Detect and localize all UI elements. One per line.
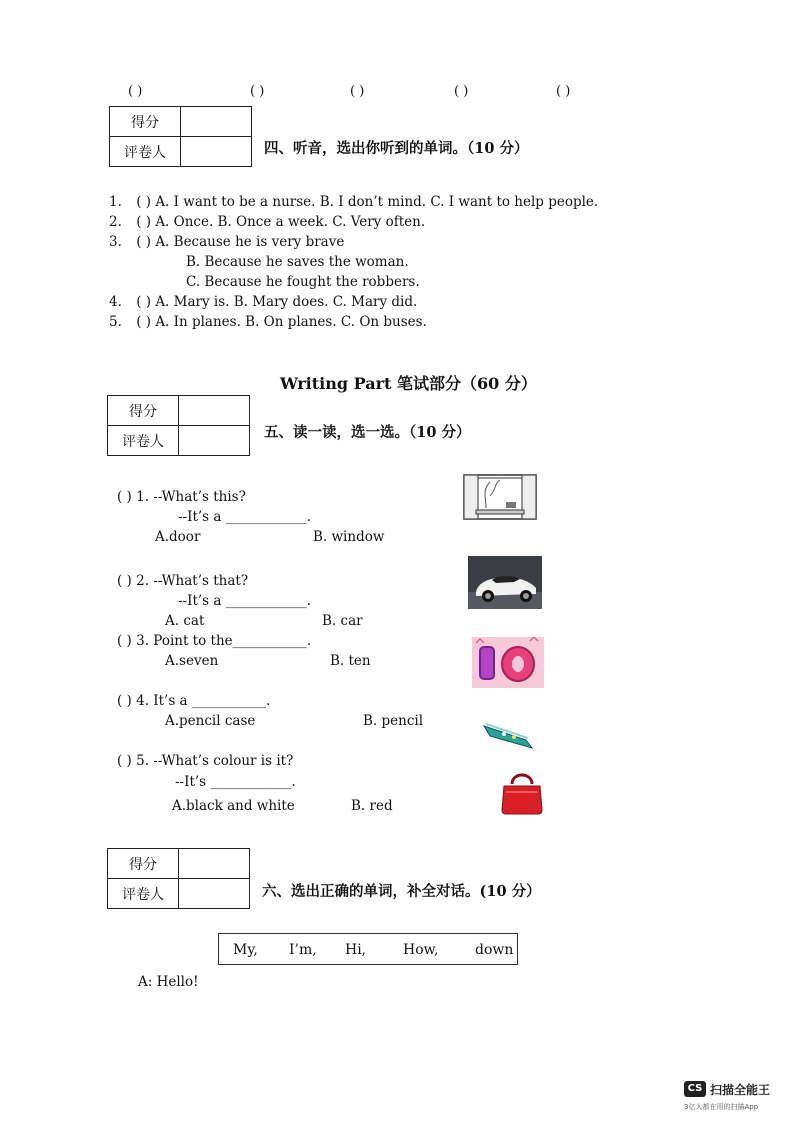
grader-label: 评卷人: [110, 137, 181, 167]
question-options: A. In planes. B. On planes. C. On buses.: [155, 314, 427, 330]
reading-question-1: ( ) 1. --What’s this?: [117, 489, 246, 505]
scanner-tagline: 3亿人都在用的扫描App: [684, 1103, 759, 1111]
answer-bracket[interactable]: ( ): [556, 84, 571, 99]
question-number: 5.: [109, 314, 122, 330]
question-number: 3.: [109, 234, 122, 250]
answer-bracket[interactable]: ( ): [250, 84, 265, 99]
reading-question-2-blank[interactable]: --It’s a ____________.: [178, 593, 312, 609]
score-box-section5: [107, 395, 250, 456]
option-a: A.pencil case: [165, 713, 256, 729]
scanner-app-name: 扫描全能王: [710, 1083, 771, 1097]
listening-question-1: [109, 194, 598, 210]
question-options: A. Because he is very brave: [155, 234, 345, 250]
writing-part-heading: Writing Part 笔试部分（60 分）: [280, 374, 537, 393]
question-options: A. Mary is. B. Mary does. C. Mary did.: [155, 294, 418, 310]
answer-bracket[interactable]: ( ): [136, 214, 152, 230]
question-3-option-c: C. Because he fought the robbers.: [186, 274, 420, 290]
answer-bracket[interactable]: ( ): [136, 194, 152, 210]
window-picture: [462, 472, 538, 522]
answer-bracket[interactable]: ( ): [128, 84, 143, 99]
question-number: 2.: [109, 214, 122, 230]
number-ten-picture: [472, 637, 544, 688]
grader-cell[interactable]: [179, 879, 250, 909]
score-cell[interactable]: [179, 396, 250, 426]
grader-cell[interactable]: [181, 137, 252, 167]
option-a: A.black and white: [172, 798, 295, 814]
option-a: A. cat: [165, 613, 205, 629]
score-label: 得分: [110, 107, 181, 137]
word-bank-item: How,: [403, 942, 439, 958]
score-box-section4: [109, 106, 252, 167]
section5-title: 五、读一读，选一选。（10 分）: [264, 424, 471, 441]
dialog-line-a: A: Hello!: [138, 974, 199, 990]
question-options: A. I want to be a nurse. B. I don’t mind. C. I want to help people.: [155, 194, 599, 210]
scanner-logo-icon: CS: [684, 1081, 706, 1097]
score-cell[interactable]: [179, 849, 250, 879]
score-cell[interactable]: [181, 107, 252, 137]
section6-title: 六、选出正确的单词，补全对话。(10 分）: [262, 883, 541, 900]
answer-bracket[interactable]: ( ): [136, 294, 152, 310]
question-3-option-b: B. Because he saves the woman.: [186, 254, 409, 270]
grader-cell[interactable]: [179, 426, 250, 456]
listening-question-4: [109, 294, 417, 310]
question-number: 4.: [109, 294, 122, 310]
option-b: B. car: [322, 613, 363, 629]
reading-question-3: ( ) 3. Point to the___________.: [117, 633, 312, 649]
reading-question-4: ( ) 4. It’s a ___________.: [117, 693, 271, 709]
word-bank-item: I’m,: [289, 942, 317, 958]
listening-question-2: [109, 214, 425, 230]
listening-question-5: [109, 314, 427, 330]
car-picture: [468, 556, 542, 609]
grader-label: 评卷人: [108, 426, 179, 456]
question-options: A. Once. B. Once a week. C. Very often.: [155, 214, 426, 230]
word-bank: [218, 933, 518, 965]
reading-question-5: ( ) 5. --What’s colour is it?: [117, 753, 294, 769]
answer-bracket[interactable]: ( ): [454, 84, 469, 99]
option-a: A.seven: [165, 653, 219, 669]
answer-bracket[interactable]: ( ): [136, 314, 152, 330]
grader-label: 评卷人: [108, 879, 179, 909]
score-box-section6: [107, 848, 250, 909]
word-bank-item: down: [475, 942, 514, 958]
listening-question-3: [109, 234, 344, 250]
word-bank-item: My,: [233, 942, 258, 958]
reading-question-1-blank[interactable]: --It’s a ____________.: [178, 509, 312, 525]
section4-title: 四、听音，选出你听到的单词。（10 分）: [264, 140, 529, 157]
option-b: B. pencil: [363, 713, 424, 729]
answer-bracket[interactable]: ( ): [136, 234, 152, 250]
option-a: A.door: [155, 529, 201, 545]
option-b: B. window: [313, 529, 385, 545]
pencil-case-picture: [480, 712, 536, 752]
answer-bracket[interactable]: ( ): [350, 84, 365, 99]
score-label: 得分: [108, 396, 179, 426]
option-b: B. ten: [330, 653, 371, 669]
score-label: 得分: [108, 849, 179, 879]
red-bag-picture: [498, 768, 546, 816]
option-b: B. red: [351, 798, 393, 814]
question-number: 1.: [109, 194, 122, 210]
word-bank-item: Hi,: [345, 942, 367, 958]
reading-question-5-blank[interactable]: --It’s ____________.: [175, 774, 296, 790]
reading-question-2: ( ) 2. --What’s that?: [117, 573, 249, 589]
